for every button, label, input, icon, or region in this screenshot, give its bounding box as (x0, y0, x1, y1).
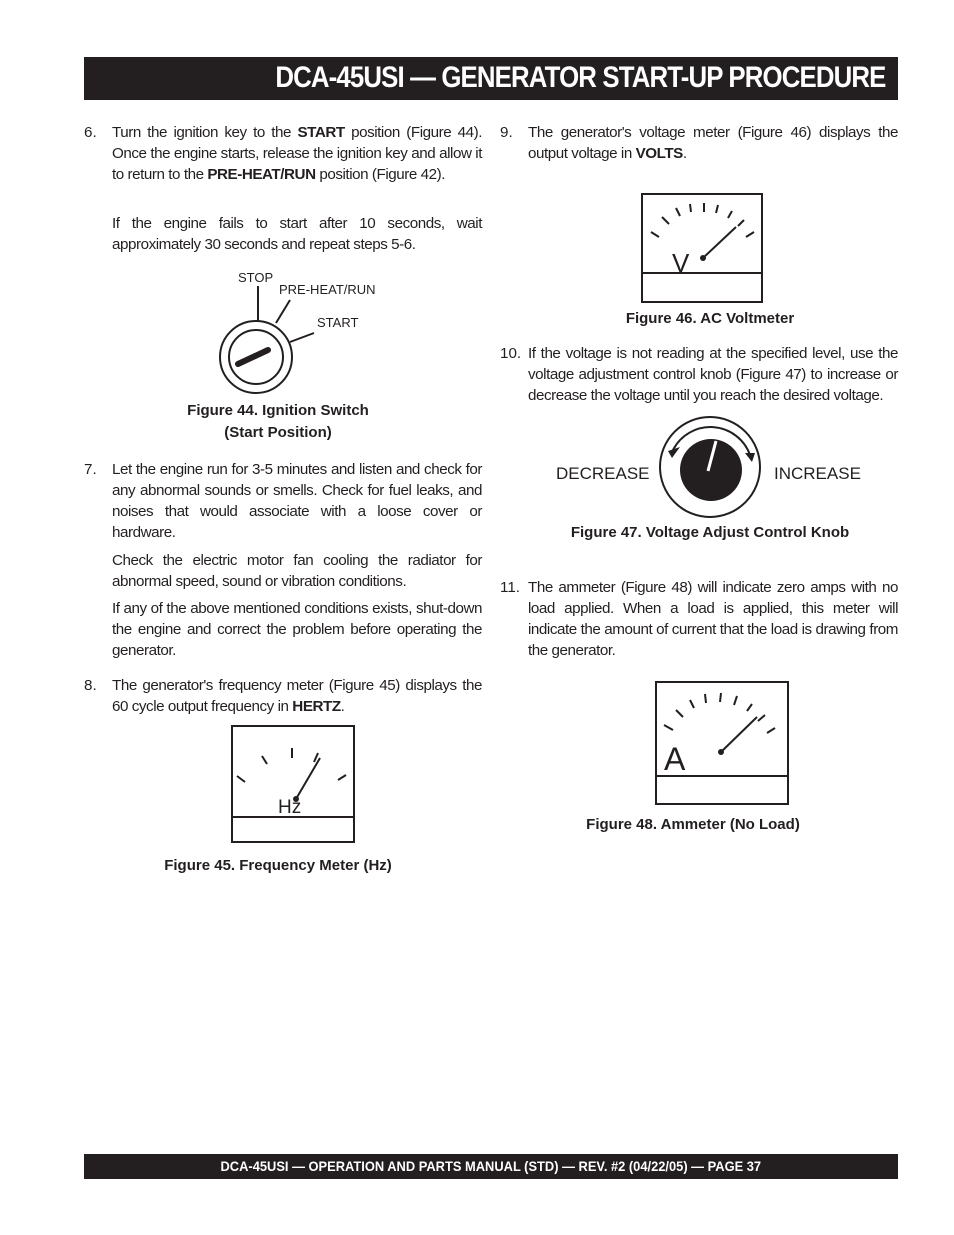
text: . (340, 698, 345, 715)
text: position (Figure 44). Once the engine starts, release the ignition key and allow it to return to the (112, 124, 482, 183)
step-number: 7. (84, 461, 97, 478)
step-9-text (528, 122, 898, 164)
increase-label: INCREASE (774, 464, 861, 483)
step-7-note-2: If any of the above mentioned conditions exists, shut-down the engine and correct the problem before operating the generator. (112, 600, 482, 659)
step-number: 6. (84, 124, 97, 141)
bold-text: VOLTS (635, 145, 683, 162)
figure-48-caption: Figure 48. Ammeter (No Load) (586, 816, 800, 833)
step-number: 10. (500, 345, 522, 362)
step-10-text: If the voltage is not reading at the specified level, use the voltage adjustment control knob (Figure 47) to increase or decrease the voltage until you reach the desired voltage. (528, 345, 898, 404)
start-label: START (317, 315, 359, 330)
text: . (682, 145, 687, 162)
decrease-label: DECREASE (556, 464, 650, 483)
caption-line: Figure 44. Ignition Switch (187, 402, 369, 419)
page-title: DCA-45USI — GENERATOR START-UP PROCEDURE (275, 61, 886, 94)
step-7-note-1: Check the electric motor fan cooling the radiator for abnormal speed, sound or vibration conditions. (112, 552, 482, 590)
preheat-run-label: PRE-HEAT/RUN (279, 282, 376, 297)
amp-unit-label: A (664, 741, 686, 777)
volt-unit-label: V (672, 248, 690, 278)
bold-text: START (297, 124, 345, 141)
caption-line: (Start Position) (224, 424, 332, 441)
step-6-note: If the engine fails to start after 10 seconds, wait approximately 30 seconds and repeat steps 5-6. (112, 215, 482, 253)
step-7-text: Let the engine run for 3-5 minutes and listen and check for any abnormal sounds or smells. Check for fuel leaks, and noises that would associate with a loose cover or hardware. (112, 461, 482, 541)
figure-45-caption: Figure 45. Frequency Meter (Hz) (164, 857, 392, 874)
figure-44-caption (120, 400, 436, 444)
text: position (Figure 42). (315, 166, 445, 183)
bold-text: PRE-HEAT/RUN (207, 166, 316, 183)
step-6-text (112, 122, 482, 185)
text: Turn the ignition key to the (112, 124, 298, 141)
footer-text: DCA-45USI — OPERATION AND PARTS MANUAL (STD) — REV. #2 (04/22/05) — PAGE 37 (220, 1158, 762, 1174)
figure-46-caption: Figure 46. AC Voltmeter (625, 310, 795, 327)
step-number: 11. (500, 579, 520, 596)
step-11-text: The ammeter (Figure 48) will indicate zero amps with no load applied. When a load is applied, this meter will indicate the amount of current that the load is drawing from the generator. (528, 579, 898, 659)
step-number: 8. (84, 677, 97, 694)
page-title-bar (84, 57, 898, 100)
figure-47-caption: Figure 47. Voltage Adjust Control Knob (570, 524, 850, 541)
text: The generator's frequency meter (Figure 45) displays the 60 cycle output frequency in (112, 677, 482, 715)
text: The generator's voltage meter (Figure 46) displays the output voltage in (528, 124, 898, 162)
page-footer-bar (84, 1154, 898, 1179)
step-8-text (112, 675, 482, 717)
bold-text: HERTZ (292, 698, 341, 715)
stop-label: STOP (238, 270, 274, 285)
step-number: 9. (500, 124, 513, 141)
hz-unit-label: Hz (278, 797, 302, 818)
